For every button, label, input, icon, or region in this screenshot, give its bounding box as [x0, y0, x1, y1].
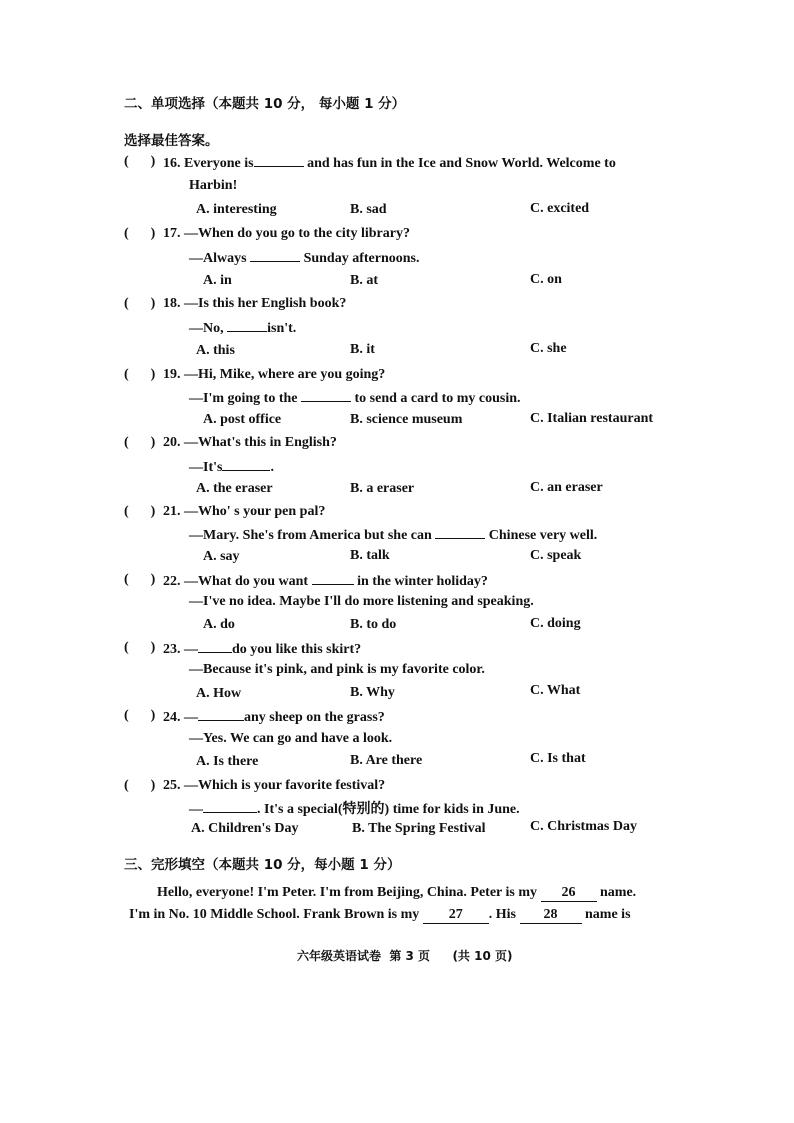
answer-bracket[interactable]: ( )	[124, 778, 156, 793]
blank-line	[203, 800, 257, 813]
reply-line	[189, 319, 296, 337]
question-number: 21.	[163, 504, 181, 519]
option-a: A. Children's Day	[191, 821, 299, 836]
section-instruction: 选择最佳答案。	[124, 133, 219, 149]
option-a: A. the eraser	[196, 481, 273, 496]
option-a: A. do	[203, 617, 235, 632]
question-number: 17.	[163, 226, 181, 241]
blank-line	[227, 319, 267, 332]
stem-text: —When do you go to the city library?	[184, 226, 410, 241]
blank-line	[250, 249, 300, 262]
question-stem	[163, 226, 410, 242]
cloze-paragraph-line	[129, 907, 631, 924]
reply-text: Chinese very well.	[488, 528, 598, 543]
section-title: 三、完形填空（本题共 10 分，每小题 1 分）	[124, 857, 401, 873]
reply-line: —Because it's pink, and pink is my favorite color.	[189, 662, 485, 677]
paragraph-text: name is	[585, 907, 631, 922]
blank-line	[198, 640, 232, 653]
answer-bracket[interactable]: ( )	[124, 640, 156, 655]
blank-line	[301, 389, 351, 402]
question-stem	[163, 640, 361, 658]
option-a: A. interesting	[196, 202, 277, 217]
answer-bracket[interactable]: ( )	[124, 435, 156, 450]
blank-line	[198, 708, 244, 721]
option-c: C. Is that	[530, 751, 586, 766]
answer-bracket[interactable]: ( )	[124, 572, 156, 587]
paragraph-text: I'm in No. 10 Middle School. Frank Brown is my	[129, 907, 420, 922]
option-c: C. What	[530, 683, 581, 698]
stem-text: and has fun in the Ice and Snow World. Welcome to	[307, 156, 616, 171]
question-stem	[163, 778, 385, 794]
option-b: B. to do	[350, 617, 397, 632]
option-b: B. at	[350, 273, 378, 288]
stem-continuation: Harbin!	[189, 178, 238, 193]
option-c: C. she	[530, 341, 567, 356]
question-number: 18.	[163, 296, 181, 311]
option-a: A. How	[196, 686, 242, 701]
answer-bracket[interactable]: ( )	[124, 367, 156, 382]
question-stem	[163, 504, 325, 520]
paragraph-text: name.	[600, 885, 637, 900]
cloze-blank-26: 26	[541, 885, 597, 902]
option-a: A. post office	[203, 412, 282, 427]
reply-text: —I'm going to the	[189, 391, 298, 406]
option-c: C. doing	[530, 616, 581, 631]
question-stem	[163, 435, 337, 451]
option-a: A. Is there	[196, 754, 259, 769]
blank-line	[222, 458, 270, 471]
option-b: B. it	[350, 342, 375, 357]
answer-bracket[interactable]: ( )	[124, 296, 156, 311]
stem-text: —Which is your favorite festival?	[184, 778, 386, 793]
stem-text: —Is this her English book?	[184, 296, 347, 311]
cloze-blank-27: 27	[423, 907, 489, 924]
question-number: 24.	[163, 710, 181, 725]
option-a: A. in	[203, 273, 232, 288]
reply-line	[189, 249, 419, 267]
blank-line	[435, 526, 485, 539]
option-b: B. sad	[350, 202, 387, 217]
question-stem	[163, 572, 488, 590]
question-number: 16.	[163, 156, 181, 171]
footer-page-info: 六年级英语试卷 第 3 页	[297, 949, 431, 963]
stem-text: do you like this skirt?	[232, 642, 362, 657]
option-a: A. say	[203, 549, 240, 564]
stem-text: —	[184, 710, 198, 725]
stem-text: —	[184, 642, 198, 657]
reply-line	[189, 458, 274, 476]
reply-text: .	[270, 460, 274, 475]
question-stem	[163, 296, 346, 312]
option-b: B. The Spring Festival	[352, 821, 486, 836]
option-c: C. on	[530, 272, 562, 287]
reply-text: —No,	[189, 321, 224, 336]
question-stem	[163, 154, 616, 172]
reply-text: —	[189, 802, 203, 817]
stem-text: —What's this in English?	[184, 435, 337, 450]
question-stem	[163, 708, 385, 726]
answer-bracket[interactable]: ( )	[124, 504, 156, 519]
option-a: A. this	[196, 343, 235, 358]
reply-text: . It's a special(特别的) time for kids in June.	[257, 802, 520, 817]
option-b: B. Are there	[350, 753, 423, 768]
stem-text: —What do you want	[184, 574, 309, 589]
paragraph-text: Hello, everyone! I'm Peter. I'm from Beijing, China. Peter is my	[157, 885, 537, 900]
option-c: C. excited	[530, 201, 590, 216]
reply-text: —It's	[189, 460, 223, 475]
option-c: C. an eraser	[530, 480, 603, 495]
reply-line	[189, 798, 520, 818]
answer-bracket[interactable]: ( )	[124, 708, 156, 723]
option-b: B. talk	[350, 548, 390, 563]
option-c: C. speak	[530, 548, 582, 563]
option-b: B. a eraser	[350, 481, 415, 496]
answer-bracket[interactable]: ( )	[124, 226, 156, 241]
option-c: C. Christmas Day	[530, 819, 637, 834]
blank-line	[254, 154, 304, 167]
reply-text: —Always	[189, 251, 247, 266]
footer-total-pages: (共 10 页)	[452, 949, 513, 963]
cloze-blank-28: 28	[520, 907, 582, 924]
reply-line	[189, 526, 597, 544]
reply-line: —I've no idea. Maybe I'll do more listening and speaking.	[189, 594, 534, 609]
reply-line: —Yes. We can go and have a look.	[189, 731, 393, 746]
question-number: 25.	[163, 778, 181, 793]
reply-text: Sunday afternoons.	[303, 251, 420, 266]
question-number: 22.	[163, 574, 181, 589]
stem-text: —Hi, Mike, where are you going?	[184, 367, 386, 382]
reply-line	[189, 389, 521, 407]
option-b: B. science museum	[350, 412, 463, 427]
blank-line	[312, 572, 354, 585]
question-number: 20.	[163, 435, 181, 450]
section-title: 二、单项选择（本题共 10 分， 每小题 1 分）	[124, 96, 406, 112]
stem-text: Everyone is	[184, 156, 254, 171]
stem-text: —Who' s your pen pal?	[184, 504, 326, 519]
reply-text: to send a card to my cousin.	[354, 391, 521, 406]
answer-bracket[interactable]: ( )	[124, 154, 156, 169]
reply-text: isn't.	[267, 321, 297, 336]
question-stem	[163, 367, 385, 383]
page-footer	[297, 947, 512, 964]
question-number: 23.	[163, 642, 181, 657]
paragraph-text: . His	[488, 907, 517, 922]
option-c: C. Italian restaurant	[530, 411, 654, 426]
stem-text: in the winter holiday?	[357, 574, 488, 589]
question-number: 19.	[163, 367, 181, 382]
stem-text: any sheep on the grass?	[244, 710, 385, 725]
option-b: B. Why	[350, 685, 395, 700]
reply-text: —Mary. She's from America but she can	[189, 528, 432, 543]
cloze-paragraph-line	[157, 885, 636, 902]
